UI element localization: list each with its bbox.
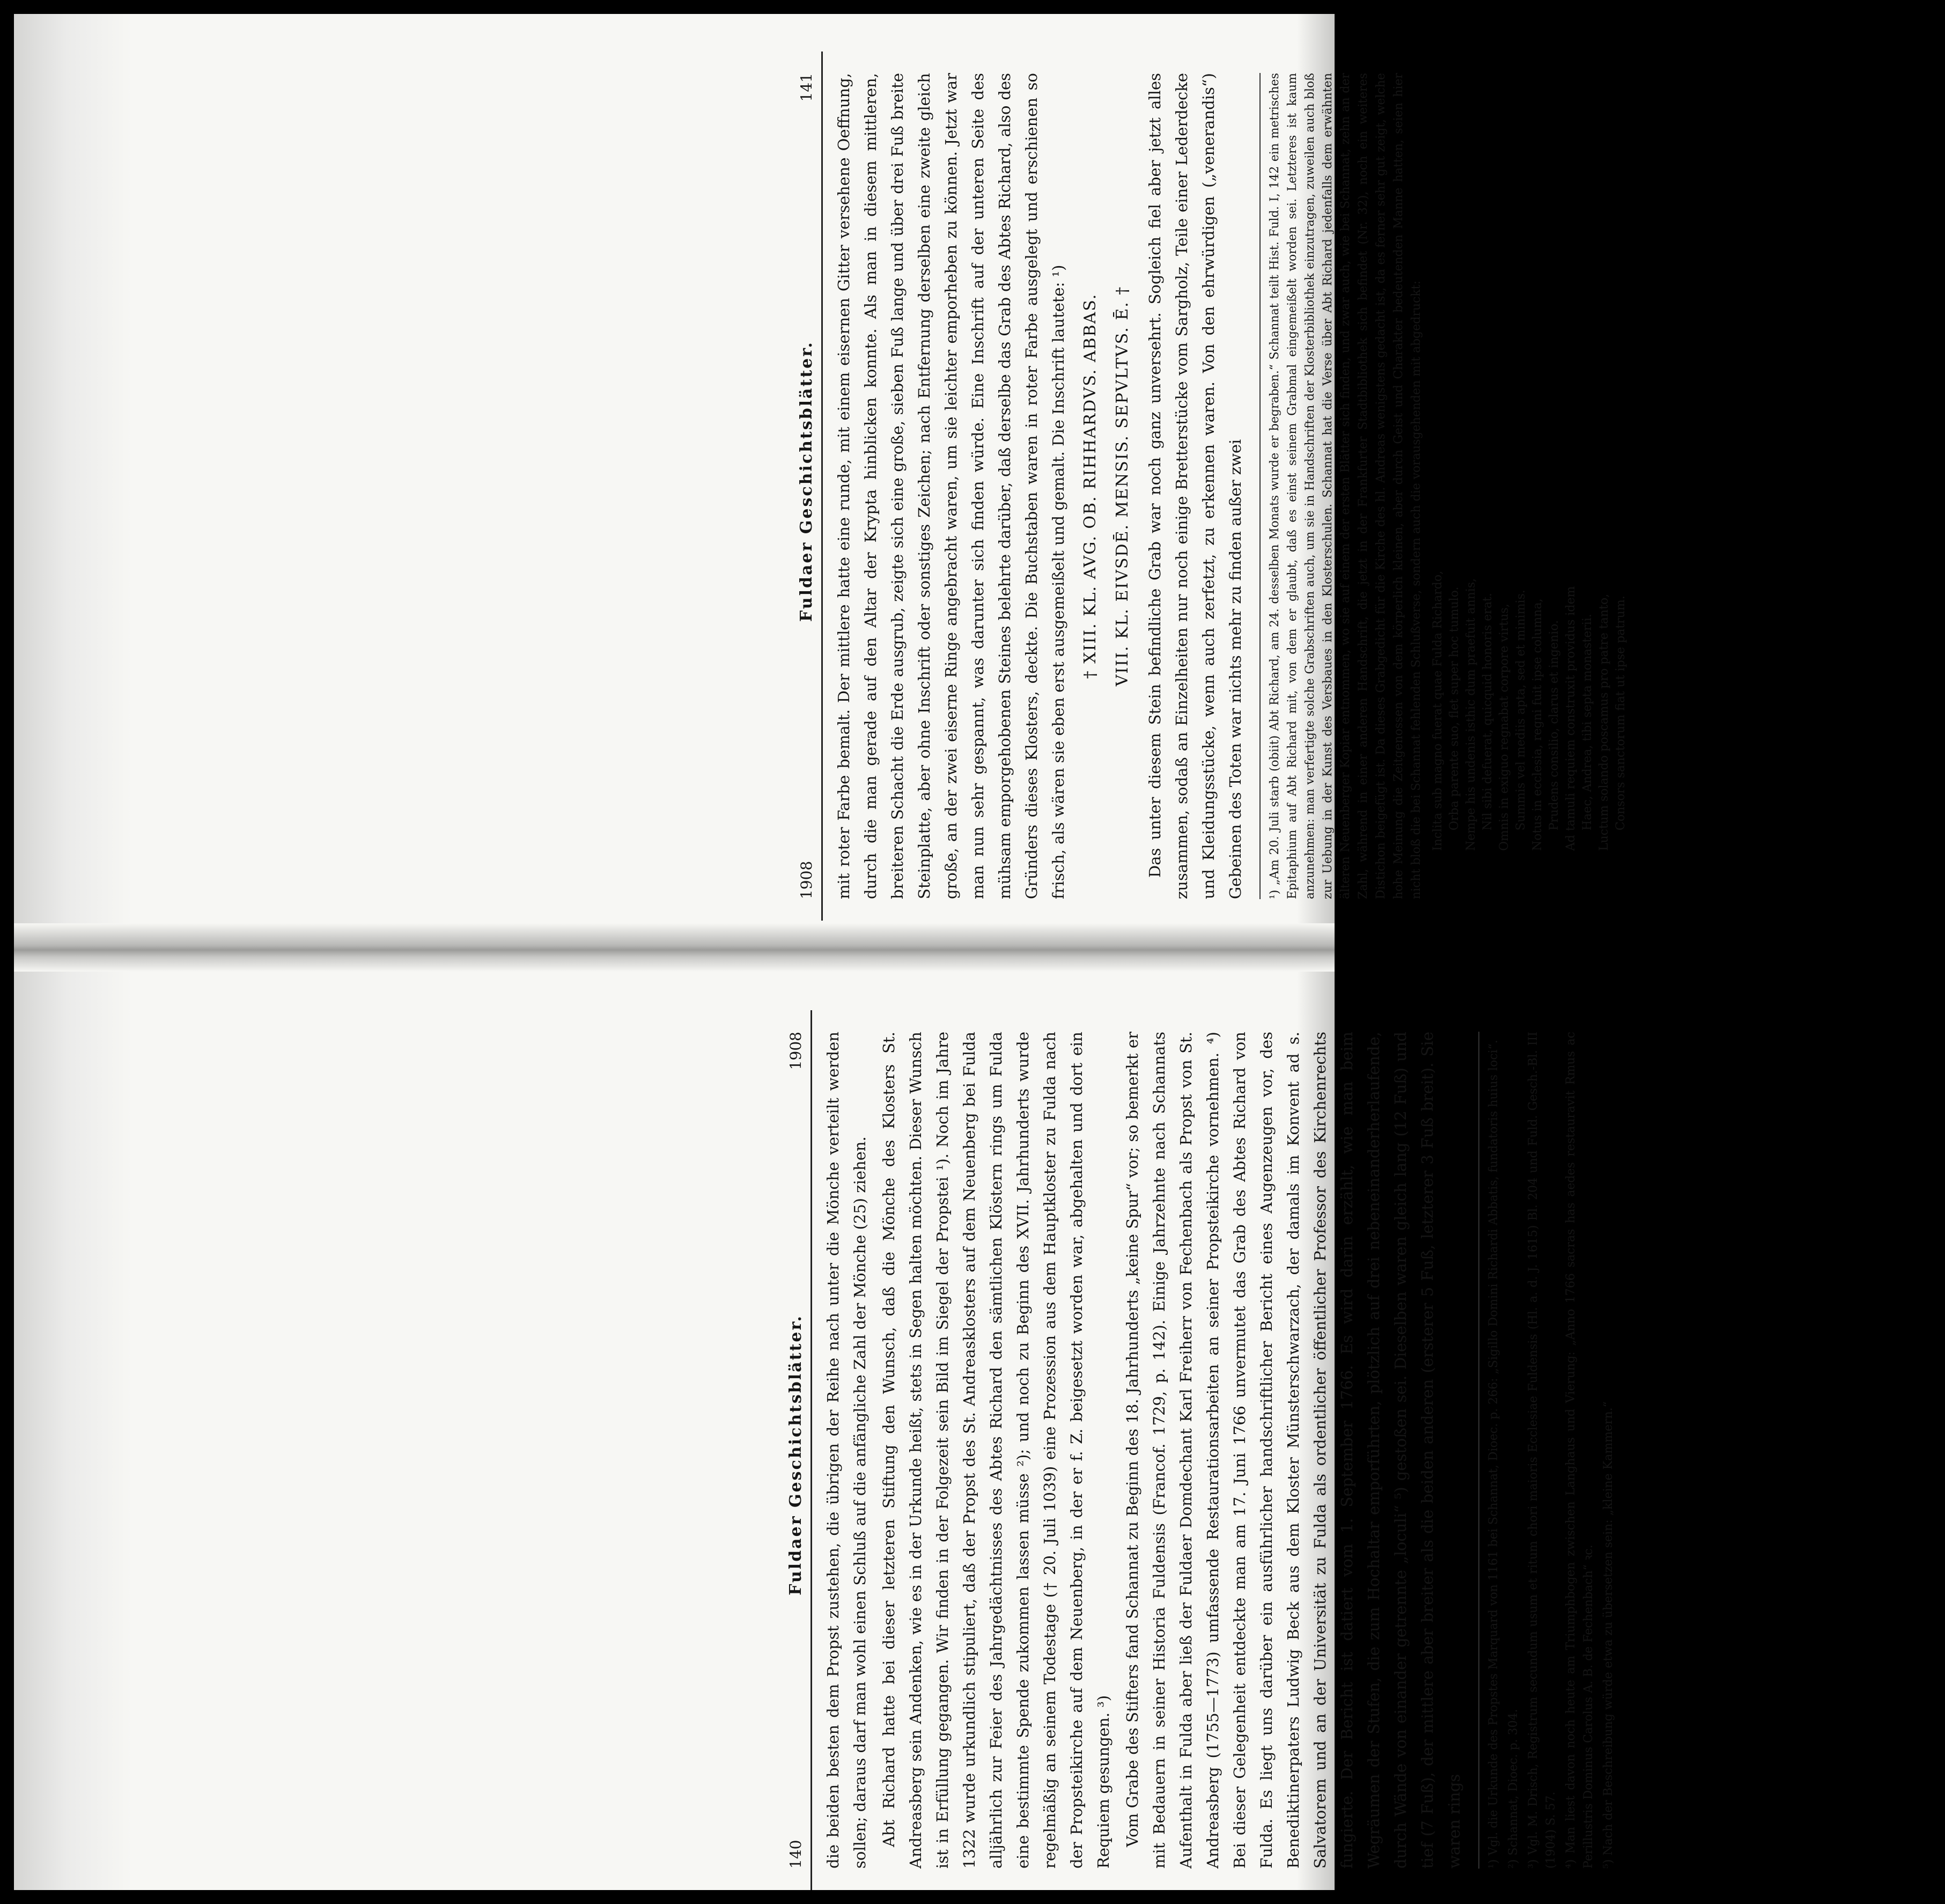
verse-line: Notus in ecclesia, regni fuit ipse columna, — [1531, 598, 1544, 851]
verse-line: Ad tamuli requiem construxit providus idem — [1564, 586, 1578, 851]
verse-line: Summis vel mediis apta, sed et minimis. — [1514, 590, 1528, 830]
verse-line: Inclita sub magno fuerat quae Fulda Richardo, — [1431, 570, 1445, 851]
running-header — [765, 52, 823, 921]
page-141 — [14, 14, 1627, 923]
paragraph: Abt Richard hatte bei dieser letzteren Stiftung den Wunsch, daß die Mönche des Klosters St. Andreasberg sein Andenken, wie es in der Urkunde heißt, stets in Segen halten möchten. Dieser Wunsch ist in Erfüllung gegangen. Wir finden in der Folgezeit sein Bild im Siegel der Propstei ¹). Noch im Jahre 1322 wurde urkundlich stipuliert, daß der Propst des St. Andreasklosters auf dem Neuenberg bei Fulda alljährlich zur Feier des Jahrgedächtnisses des Abtes Richard den sämtlichen Klöstern rings um Fulda eine bestimmte Spende zukommen lassen müsse ²); und noch zu Beginn des XVII. Jahrhunderts wurde regelmäßig an seinem Todestage († 20. Juli 1039) eine Prozession aus dem Hauptkloster zu Fulda nach der Propsteikirche auf dem Neuenberg, in der er f. Z. beigesetzt worden war, abgehalten und dort ein Requiem gesungen. ³) — [880, 1032, 1113, 1869]
page-number: 141 — [798, 73, 815, 102]
verse-line: Consors sanctorum fiat ut ipse patrum. — [1614, 596, 1627, 830]
footnote: ³) Vgl. M. Drisch, Registrum secundum usum et ritum chori maioris Ecclesiae Fuldensis (Hl. a. d. J. 1615) Bl. 204 und Fuld. Gesch.-Bl. III (1904) S. 57. — [1527, 1032, 1558, 1869]
verse-line: Nempe his undenis isthic dum praefuit annis, — [1464, 578, 1478, 851]
page-140 — [14, 972, 1615, 1890]
paragraph: mit roter Farbe bemalt. Der mittlere hatte eine runde, mit einem eisernen Gitter versehene Oeffnung, durch die man gerade auf den Altar der Krypta hinblicken konnte. Als man in diesem mittleren, breiteren Schacht die Erde ausgrub, zeigte sich eine große, sieben Fuß lange und über drei Fuß breite Steinplatte, aber ohne Inschrift oder sonstiges Zeichen; nach Entfernung derselben eine zweite gleich große, an der zwei eiserne Ringe angebracht waren, um sie leichter emporheben zu können. Jetzt war man nun sehr gespannt, was darunter sich finden würde. Eine Inschrift auf der unteren Seite des mühsam emporgehobenen Steines belehrte darüber, daß derselbe das Grab des Abtes Richard, also des Gründers dieses Klosters, deckte. Die Buchstaben waren in roter Farbe ausgelegt und erschienen so frisch, als wären sie eben erst ausgemeißelt und gemalt. Die Inschrift lautete: ¹) — [835, 73, 1067, 899]
verse-line: Omnis in exiguo regnabat corpore virtus, — [1498, 604, 1511, 851]
header-year: 1908 — [798, 861, 815, 899]
scanned-book-spread — [14, 14, 1627, 1890]
footnote: ⁴) Man liest davon noch heute am Triumphbogen zwischen Langhaus und Vierung: „Anno 1766 sacras has aedes restauravit Rmus ac Perillustris Dominus Carolus A. B. de Fechenbach“ ꝛc. — [1564, 1032, 1595, 1869]
verse-line: Haec, Andrea, tibi septa monasterii. — [1581, 614, 1594, 830]
header-title: Fuldaer Geschichtsblätter. — [786, 1314, 805, 1596]
running-header — [754, 1010, 812, 1890]
footnote: ¹) „Am 20. Juli starb (obiit) Abt Richard, am 24. desselben Monats wurde er begraben.“ Schannat teilt Hist. Fuld. I, 142 ein metrisches Epitaphium auf Abt Richard mit, von dem er glaubt, daß es einst seinem Grabmal eingemeißelt worden sei. Letzteres ist kaum anzunehmen: man verfertigte solche Grabschriften auch, um sie in Handschriften der Klosterbibliothek einzutragen, zuweilen auch bloß zur Uebung in der Kunst des Versbaues in den Klosterschulen. Schannat hat die Verse über Abt Richard jedenfalls dem erwähnten älteren Neuenberger Kopiar entnommen, wo sie auf einem der ersten Blätter sich finden, und zwar auch, wie bei Schannat, zehn an der Zahl, während in einer anderen Handschrift, die jetzt in der Frankfurter Stadtbibliothek sich befindet (Nr. 32), noch ein weiteres Distichon beigefügt ist. Da dieses Grabgedicht für die Kirche des hl. Andreas wenigstens gedacht ist, da es ferner sehr gut zeigt, welche hohe Meinung die Zeitgenossen von dem körperlich kleinen, aber durch Geist und Charakter bedeutenden Manne hatten, seien hier nicht bloß die bei Schannat fehlenden Schlußverse, sondern auch die vorausgehenden mit abgedruckt: — [1268, 73, 1423, 899]
inscription-line-2: VIII. KL. EIVSDĒ. MENSIS. SEPVLTVS. Ē. † — [1113, 285, 1132, 687]
page-number: 140 — [787, 1840, 805, 1869]
body-text — [812, 1010, 1468, 1890]
inscription-line-1: † XIII. KL. AVG. OB. RIHHARDVS. ABBAS. — [1081, 293, 1100, 679]
epitaph-verse — [1430, 73, 1629, 851]
book-gutter — [14, 923, 1335, 972]
paragraph: Das unter diesem Stein befindliche Grab war noch ganz unversehrt. Sogleich fiel aber jetzt alles zusammen, sodaß an Einzelheiten nur noch einige Bretterstücke vom Sargholz, Teile einer Lederdecke und Kleidungsstücke, wenn auch zerfetzt, zu erkennen waren. Von den ehrwürdigen („venerandis“) Gebeinen des Toten war nichts mehr zu finden außer zwei — [1146, 73, 1244, 899]
verse-line: Prudens consilio, clarus et ingenio. — [1548, 620, 1561, 830]
footnote: ⁵) Nach der Beschreibung würde etwa zu übersetzen sein: „kleine Kammern.“ — [1602, 1401, 1615, 1869]
verse-line: Luctum solando poscamus pro patre tanto, — [1597, 593, 1611, 851]
body-text — [823, 52, 1249, 921]
header-year: 1908 — [787, 1032, 805, 1070]
header-title: Fuldaer Geschichtsblätter. — [797, 341, 816, 622]
verse-line: Nil sibi defuerat, quicquid honoris erat. — [1481, 593, 1494, 830]
footnote: ¹) Vgl. die Urkunde des Propstes Marquard von 1161 bei Schannat, Dioec. p. 266: „Sigillo Domini Richardi Abbatis, fundatoris huius loci“. — [1487, 1040, 1500, 1869]
footnotes — [1478, 1032, 1617, 1869]
verse-line: Orba parente suo, flet super hoc tumulo. — [1448, 586, 1461, 830]
paragraph: die beiden besten dem Propst zustehen, die übrigen der Reihe nach unter die Mönche verteilt werden sollen; daraus darf man wohl einen Schluß auf die anfängliche Zahl der Mönche (25) ziehen. — [824, 1032, 869, 1869]
footnote: ²) Schannat, Dioec. p. 304. — [1507, 1709, 1520, 1869]
footnotes — [1259, 73, 1629, 899]
paragraph: Vom Grabe des Stifters fand Schannat zu Beginn des 18. Jahrhunderts „keine Spur“ vor; so bemerkt er mit Bedauern in seiner Historia Fuldensis (Francof. 1729, p. 142). Einige Jahrzehnte nach Schannats Aufenthalt in Fulda aber ließ der Fuldaer Domdechant Karl Freiherr von Fechenbach als Propst von St. Andreasberg (1755—1773) umfassende Restaurationsarbeiten an seiner Propsteikirche vornehmen. ⁴) Bei dieser Gelegenheit entdeckte man am 17. Juni 1766 unvermutet das Grab des Abtes Richard von Fulda. Es liegt uns darüber ein ausführlicher handschriftlicher Bericht eines Augenzeugen vor, des Benediktinerpaters Ludwig Beck aus dem Kloster Münsterschwarzach, der damals im Konvent ad s. Salvatorem und an der Universität zu Fulda als ordentlicher öffentlicher Professor des Kirchenrechts fungierte. Der Bericht ist datiert vom 1. September 1766. Es wird darin erzählt, wie man beim Wegräumen der Stufen, die zum Hochaltar emporführten, plötzlich auf drei nebeneinanderherlaufende, durch Wände von einander getrennte „loculi“ ⁵) gestoßen sei. Dieselben waren gleich lang (12 Fuß) und tief (7 Fuß), der mittlere aber breiter als die beiden anderen (ersterer 5 Fuß, letzterer 3 Fuß breit). Sie waren rings — [1123, 1032, 1463, 1869]
